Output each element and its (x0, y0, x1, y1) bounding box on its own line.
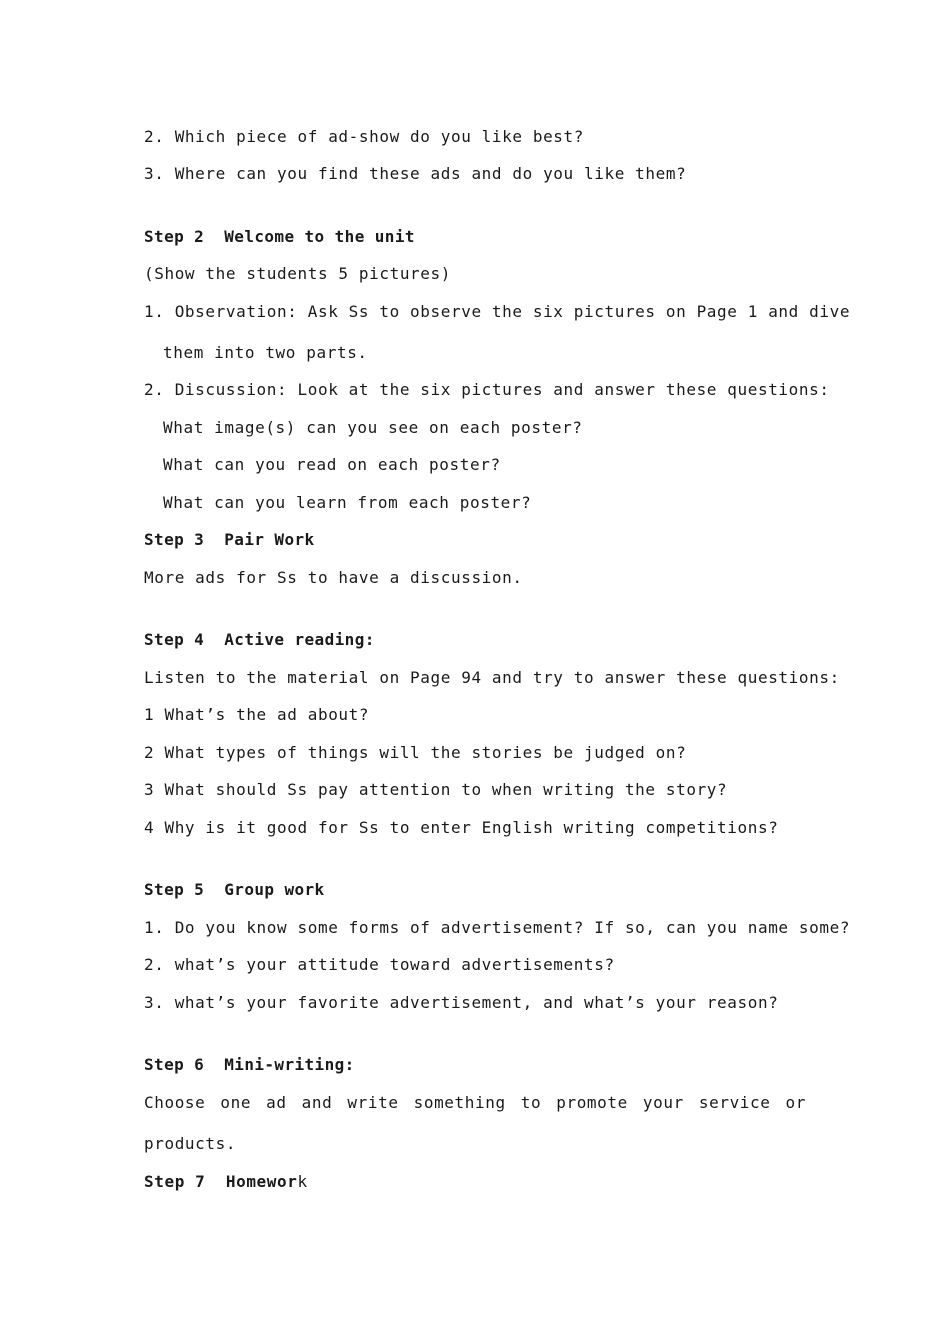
step2-note: (Show the students 5 pictures) (144, 264, 451, 283)
step5-question: 2. what’s your attitude toward advertisements? (144, 955, 615, 974)
step2-item2: 2. Discussion: Look at the six pictures and answer these questions: (144, 380, 830, 399)
step4-question: 4 Why is it good for Ss to enter English writing competitions? (144, 818, 779, 837)
step3-heading: Step 3 Pair Work (144, 530, 315, 549)
step4-intro: Listen to the material on Page 94 and try to answer these questions: (144, 668, 840, 687)
step2-item1-line1: 1. Observation: Ask Ss to observe the six pictures on Page 1 and dive (144, 302, 851, 321)
step5-question: 1. Do you know some forms of advertisement? If so, can you name some? (144, 918, 851, 937)
step4-question: 2 What types of things will the stories be judged on? (144, 743, 687, 762)
step7-heading (144, 1172, 308, 1192)
step2-question: What image(s) can you see on each poster? (163, 418, 583, 437)
step3-text: More ads for Ss to have a discussion. (144, 568, 523, 587)
step5-question: 3. what’s your favorite advertisement, and what’s your reason? (144, 993, 779, 1012)
step5-heading: Step 5 Group work (144, 880, 325, 899)
step2-item1-line2: them into two parts. (163, 343, 368, 362)
step2-question: What can you read on each poster? (163, 455, 501, 474)
step6-heading: Step 6 Mini-writing: (144, 1055, 355, 1074)
step6-line2: products. (144, 1134, 237, 1153)
step4-heading: Step 4 Active reading: (144, 630, 375, 649)
intro-question-2: 2. Which piece of ad-show do you like best? (144, 127, 585, 146)
step2-heading: Step 2 Welcome to the unit (144, 227, 415, 246)
step4-question: 3 What should Ss pay attention to when writing the story? (144, 780, 728, 799)
intro-question-3: 3. Where can you find these ads and do you like them? (144, 164, 687, 183)
step4-question: 1 What’s the ad about? (144, 705, 370, 724)
step2-question: What can you learn from each poster? (163, 493, 532, 512)
step6-line1: Choose one ad and write something to promote your service or (144, 1093, 806, 1112)
step7-heading-tail: k (297, 1172, 308, 1191)
step7-heading-bold: Step 7 Homewor (144, 1172, 298, 1191)
